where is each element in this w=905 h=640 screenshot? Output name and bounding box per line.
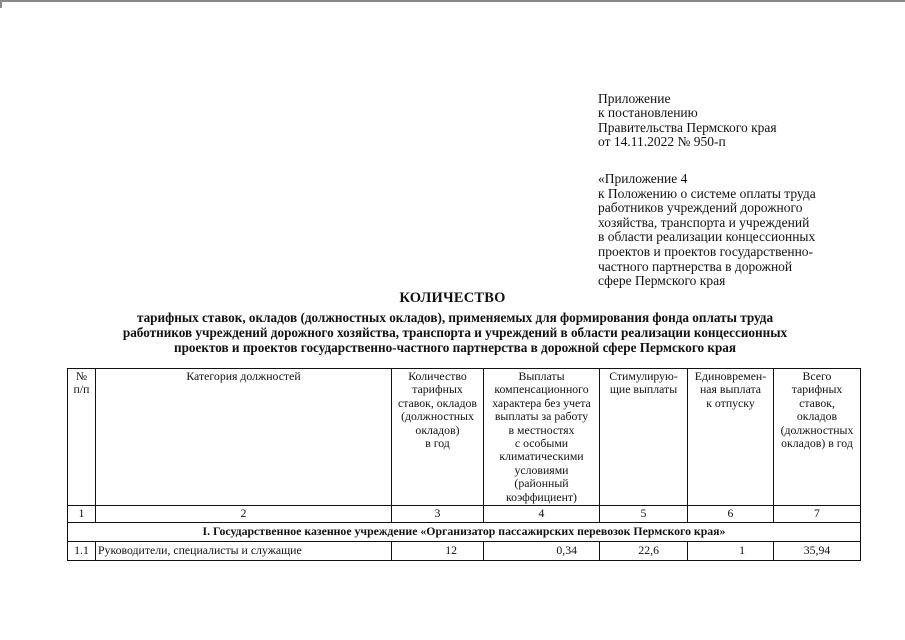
row-total: 35,94 — [774, 542, 861, 561]
subtitle-line: проектов и проектов государственно-частного партнерства в дорожной сфере Пермского края — [173, 340, 737, 355]
annex-reference-line: «Приложение 4 — [598, 171, 688, 186]
header-text: Всего — [802, 369, 832, 383]
header-text: Единовремен- — [694, 369, 767, 383]
header-cell-stimulus — [600, 369, 688, 506]
scan-edge-left — [0, 0, 2, 8]
tariff-table — [67, 368, 861, 561]
header-text: (должностных — [780, 422, 854, 437]
header-text: с особыми — [514, 436, 569, 451]
document-title: КОЛИЧЕСТВО — [399, 290, 506, 306]
header-text: к отпуску — [706, 395, 755, 410]
header-cell-num — [68, 369, 96, 506]
header-text: окладов) в год — [781, 436, 853, 451]
header-cell-qty — [392, 369, 484, 506]
section-title: I. Государственное казенное учреждение «Организатор пассажирских перевозок Пермского края» — [68, 523, 861, 542]
document-subtitle — [40, 310, 870, 355]
header-text: Количество — [408, 369, 467, 383]
column-number: 5 — [600, 506, 688, 523]
annex-header-line: к постановлению — [598, 105, 698, 121]
annex-reference-line: в области реализации концессионных — [598, 229, 816, 245]
column-number: 7 — [774, 506, 861, 523]
header-cell-regional — [484, 369, 600, 506]
row-qty: 12 — [392, 542, 484, 561]
annex-reference-line: проектов и проектов государственно- — [598, 243, 814, 259]
header-text: тарифных — [412, 382, 463, 397]
header-text: тарифных — [791, 382, 843, 397]
section-row — [68, 523, 861, 542]
column-number: 6 — [688, 506, 774, 523]
header-text: щие выплаты — [609, 382, 678, 397]
table-row — [68, 542, 861, 561]
header-cell-onetime — [688, 369, 774, 506]
annex-header-line: Правительства Пермского края — [598, 119, 777, 135]
header-text: выплаты за работу — [494, 409, 589, 424]
annex-header — [598, 92, 777, 150]
row-onetime: 1 — [688, 542, 774, 561]
column-number: 4 — [484, 506, 600, 523]
header-text: ставок, окладов — [397, 395, 477, 410]
row-regional: 0,34 — [484, 542, 600, 561]
header-text: характера без учета — [492, 395, 591, 410]
annex-reference-line: хозяйства, транспорта и учреждений — [598, 214, 810, 230]
annex-reference — [598, 172, 816, 289]
header-text: окладов) — [415, 422, 460, 437]
annex-reference-line: к Положению о системе оплаты труда — [598, 185, 816, 201]
annex-reference-line: частного партнерства в дорожной — [598, 258, 793, 274]
annex-reference-line: сфере Пермского края — [598, 273, 726, 289]
header-text: в местностях — [508, 422, 575, 437]
subtitle-line: работников учреждений дорожного хозяйства, транспорта и учреждений в области реализации концессионных — [122, 325, 788, 340]
scan-edge-top — [0, 0, 905, 2]
header-text: Выплаты — [518, 369, 565, 383]
column-number-row — [68, 506, 861, 523]
header-text: № — [75, 369, 88, 383]
annex-reference-line: работников учреждений дорожного — [598, 200, 803, 216]
header-text: п/п — [73, 382, 90, 397]
header-text: окладов — [796, 409, 838, 424]
table-header-row — [68, 369, 861, 506]
header-text: компенсационного — [494, 382, 589, 397]
row-num: 1.1 — [68, 542, 96, 561]
header-text: условиями — [514, 462, 569, 477]
header-text: (должностных — [401, 409, 474, 424]
header-text: (районный — [514, 476, 569, 491]
header-cell-total — [774, 369, 861, 506]
column-number: 2 — [96, 506, 392, 523]
annex-header-line: от 14.11.2022 № 950-п — [598, 134, 726, 150]
row-category: Руководители, специалисты и служащие — [96, 542, 392, 561]
header-text: ставок, — [799, 395, 835, 410]
header-text: коэффициент) — [506, 489, 577, 504]
header-text: Стимулирую- — [609, 369, 678, 383]
header-text: Категория должностей — [186, 369, 301, 383]
column-number: 3 — [392, 506, 484, 523]
column-number: 1 — [68, 506, 96, 523]
row-stimulus: 22,6 — [600, 542, 688, 561]
header-text: климатическими — [499, 449, 584, 464]
header-text: ная выплата — [699, 382, 762, 397]
header-cell-category — [96, 369, 392, 506]
annex-header-line: Приложение — [598, 91, 671, 106]
header-text: в год — [425, 436, 450, 451]
subtitle-line: тарифных ставок, окладов (должностных окладов), применяемых для формирования фонда оплаты труда — [136, 310, 774, 325]
